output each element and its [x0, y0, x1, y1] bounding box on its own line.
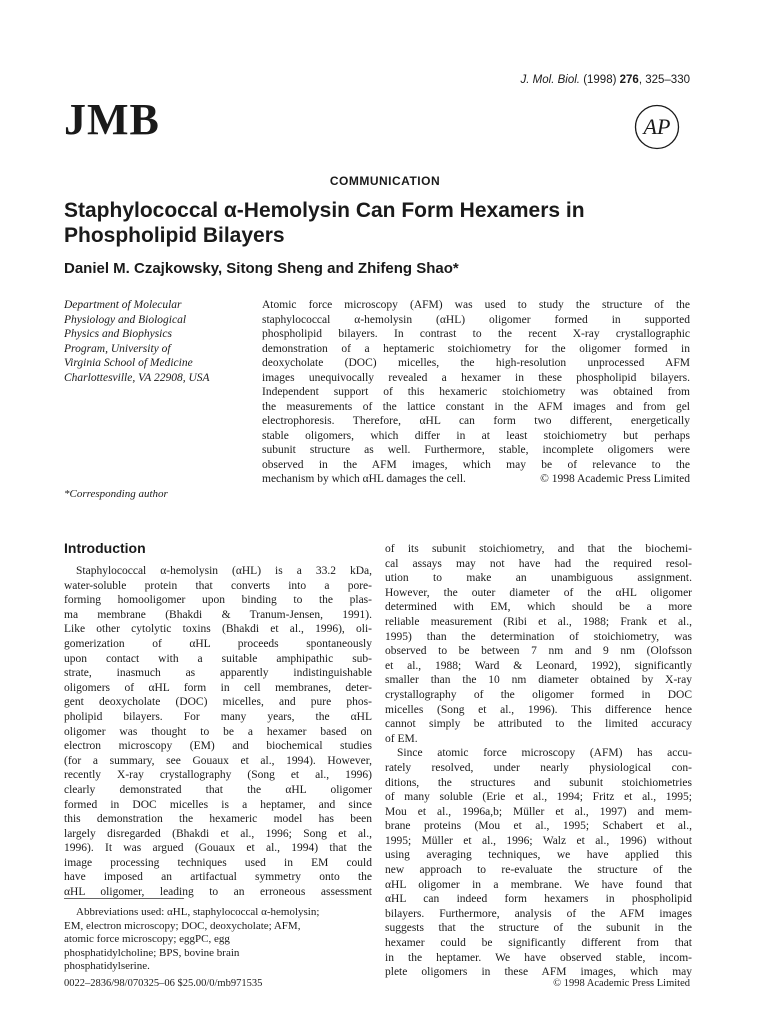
- body-line: observed to be between 7 nm and 9 nm (Olofsson: [385, 645, 692, 658]
- body-line: have imposed an artifactual symmetry onto the: [64, 871, 372, 884]
- body-line: recently X-ray crystallography (Song et al., 1996): [64, 769, 372, 782]
- body-line: et al., 1988; Ward & Leonard, 1992), significantly: [385, 659, 692, 672]
- abstract-line: the measurements of the lattice constant in the AFM images and from gel: [262, 400, 690, 413]
- body-line: αHL oligomer in a membrane. We have found that: [385, 878, 692, 891]
- journal-name: J. Mol. Biol.: [520, 74, 580, 86]
- body-line: oligomers of αHL form in cell membranes, deter-: [64, 681, 372, 694]
- body-line: ma membrane (Bhakdi & Tranum-Jensen, 1991).: [64, 608, 372, 621]
- introduction-heading: Introduction: [64, 540, 146, 556]
- body-column-left: [64, 564, 372, 900]
- body-line: image processing techniques used in EM could: [64, 856, 372, 869]
- affiliation: [64, 298, 264, 385]
- footer-copyright: © 1998 Academic Press Limited: [553, 978, 690, 989]
- body-line: 1995; Müller et al., 1996; Walz et al., 1996) without: [385, 834, 692, 847]
- body-line: cannot simply be attributed to the limited accuracy: [385, 718, 692, 731]
- abstract: [262, 298, 690, 487]
- affiliation-line: Virginia School of Medicine: [64, 357, 193, 369]
- body-line: strate, inasmuch as apparently indistinguishable: [64, 667, 372, 680]
- affiliation-line: Physiology and Biological: [64, 313, 187, 326]
- body-line: crystallography of the oligomer formed in DOC: [385, 688, 692, 701]
- footnote-line: atomic force microscopy; eggPC, egg: [64, 933, 230, 946]
- body-line: Like other cytolytic toxins (Bhakdi et al., 1996), oli-: [64, 623, 372, 636]
- article-authors: Daniel M. Czajkowsky, Sitong Sheng and Zhifeng Shao*: [64, 260, 459, 277]
- body-line: brane proteins (Mou et al., 1995; Schabert et al.,: [385, 820, 692, 833]
- article-title: Staphylococcal α-Hemolysin Can Form Hexamers in Phospholipid Bilayers: [64, 199, 585, 247]
- body-line: largely disregarded (Bhakdi et al., 1996; Song et al.,: [64, 827, 372, 840]
- abstract-line: phospholipid bilayers. In contrast to the recent X-ray crystallographic: [262, 328, 690, 340]
- body-line: water-soluble protein that converts into a pore-: [64, 579, 372, 592]
- body-line: reliable measurement (Ribi et al., 1988; Frank et al.,: [385, 615, 692, 628]
- academic-press-logo-text: AP: [643, 114, 671, 139]
- journal-pages: , 325–330: [638, 74, 690, 86]
- body-line: ution to make an unambiguous assignment.: [385, 572, 692, 585]
- body-line: bilayers. Furthermore, analysis of the AFM images: [385, 907, 692, 920]
- abstract-line: demonstration of a heptameric stoichiometry for the oligomer formed in: [262, 342, 690, 355]
- abstract-line: electrophoresis. Therefore, αHL can form two different, energetically: [262, 415, 690, 427]
- body-line: oligomer was thought to be a hexamer based on: [64, 725, 372, 738]
- body-line: However, the outer diameter of the αHL oligomer: [385, 586, 692, 599]
- body-line: clearly demonstrated that the αHL oligomer: [64, 783, 372, 796]
- abstract-line: images unequivocally revealed a hexamer in these phospholipid bilayers.: [262, 371, 690, 384]
- abstract-line: Independent support of this hexameric stoichiometry was obtained from: [262, 386, 690, 398]
- journal-citation: [521, 74, 690, 86]
- body-line: αHL can indeed form hexamers in phospholipid: [385, 893, 692, 906]
- body-line: in the heptamer. We have observed stable, incom-: [385, 951, 692, 964]
- academic-press-logo: [634, 104, 680, 150]
- body-line: 1995) than the determination of stoichiometry, was: [385, 630, 692, 643]
- abstract-line: staphylococcal α-hemolysin (αHL) oligomer formed in supported: [262, 313, 690, 326]
- body-line: ditions, the structures and subunit stoichiometries: [385, 776, 692, 789]
- body-line: of EM.: [385, 732, 418, 745]
- body-line: forming homooligomer upon binding to the plas-: [64, 594, 372, 607]
- body-line: of its subunit stoichiometry, and that the biochemi-: [385, 543, 692, 555]
- body-line: upon contact with a suitable amphipathic sub-: [64, 652, 372, 665]
- jmb-logo: JMB: [64, 95, 160, 144]
- abstract-line: Atomic force microscopy (AFM) was used to study the structure of the: [262, 299, 690, 311]
- journal-volume: 276: [619, 74, 639, 86]
- affiliation-line: Physics and Biophysics: [64, 328, 172, 340]
- body-line: 1996). It was argued (Gouaux et al., 1994) that the: [64, 842, 372, 855]
- body-column-right: [385, 542, 692, 980]
- body-line: suggests that the structure of the subunit in the: [385, 922, 692, 935]
- corresponding-author-note: *Corresponding author: [64, 488, 168, 500]
- body-line: using averaging techniques, we have applied this: [385, 849, 692, 862]
- body-line: micelles (Song et al., 1996). This difference hence: [385, 703, 692, 716]
- body-line: pholipid bilayers. For many years, the αHL: [64, 710, 372, 723]
- body-line: this demonstration the hexameric model has been: [64, 813, 372, 826]
- body-line: hexamer could be significantly different from that: [385, 937, 692, 950]
- section-label: COMMUNICATION: [329, 174, 441, 188]
- abstract-line: deoxycholate (DOC) micelles, the high-resolution unprocessed AFM: [262, 357, 690, 369]
- body-line: rately resolved, under nearly physiological con-: [385, 761, 692, 774]
- abbreviations-footnote: [64, 906, 372, 974]
- body-line: determined with EM, which should be a more: [385, 601, 692, 614]
- body-line: new approach to re-evaluate the structure of the: [385, 864, 692, 877]
- body-line: formed in DOC micelles is a heptamer, and since: [64, 798, 372, 811]
- body-line: cal assays may not have had the required resol-: [385, 557, 692, 570]
- footnote-line: EM, electron microscopy; DOC, deoxycholate; AFM,: [64, 919, 301, 932]
- footnote-divider: [64, 898, 184, 899]
- footnote-line: phosphatidylserine.: [64, 960, 150, 973]
- body-line: αHL oligomer, leading to an erroneous assessment: [64, 886, 372, 899]
- body-line: Since atomic force microscopy (AFM) has accu-: [397, 747, 692, 760]
- journal-year: (1998): [583, 74, 617, 86]
- footnote-line: Abbreviations used: αHL, staphylococcal α-hemolysin;: [76, 906, 320, 918]
- article-identifier: 0022–2836/98/070325–06 $25.00/0/mb971535: [64, 978, 263, 989]
- abstract-copyright: © 1998 Academic Press Limited: [540, 473, 690, 485]
- abstract-line: mechanism by which αHL damages the cell.: [262, 473, 466, 485]
- body-line: (for a summary, see Gouaux et al., 1994). However,: [64, 754, 372, 767]
- abstract-line: stable oligomers, which differ in at least stoichiometry but perhaps: [262, 429, 690, 442]
- abstract-line: observed in the AFM images, which may be of relevance to the: [262, 458, 690, 471]
- affiliation-line: Department of Molecular: [64, 299, 182, 311]
- body-line: gomerization of αHL proceeds spontaneously: [64, 637, 372, 650]
- affiliation-line: Charlottesville, VA 22908, USA: [64, 371, 210, 384]
- abstract-line: subunit structure as well. Furthermore, stable, incomplete oligomers were: [262, 444, 690, 456]
- footnote-line: phosphatidylcholine; BPS, bovine brain: [64, 946, 240, 959]
- body-line: smaller than the 10 nm diameter obtained by X-ray: [385, 674, 692, 687]
- body-line: electron microscopy (EM) and biochemical studies: [64, 740, 372, 753]
- body-line: plete oligomers in these AFM images, which may: [385, 966, 692, 979]
- affiliation-line: Program, University of: [64, 342, 171, 355]
- body-line: gent deoxycholate (DOC) micelles, and pure phos-: [64, 696, 372, 709]
- body-line: Staphylococcal α-hemolysin (αHL) is a 33.2 kDa,: [76, 565, 372, 577]
- body-line: Mou et al., 1996a,b; Müller et al., 1997) and mem-: [385, 805, 692, 818]
- body-line: of many soluble (Erie et al., 1994; Fritz et al., 1995;: [385, 791, 692, 804]
